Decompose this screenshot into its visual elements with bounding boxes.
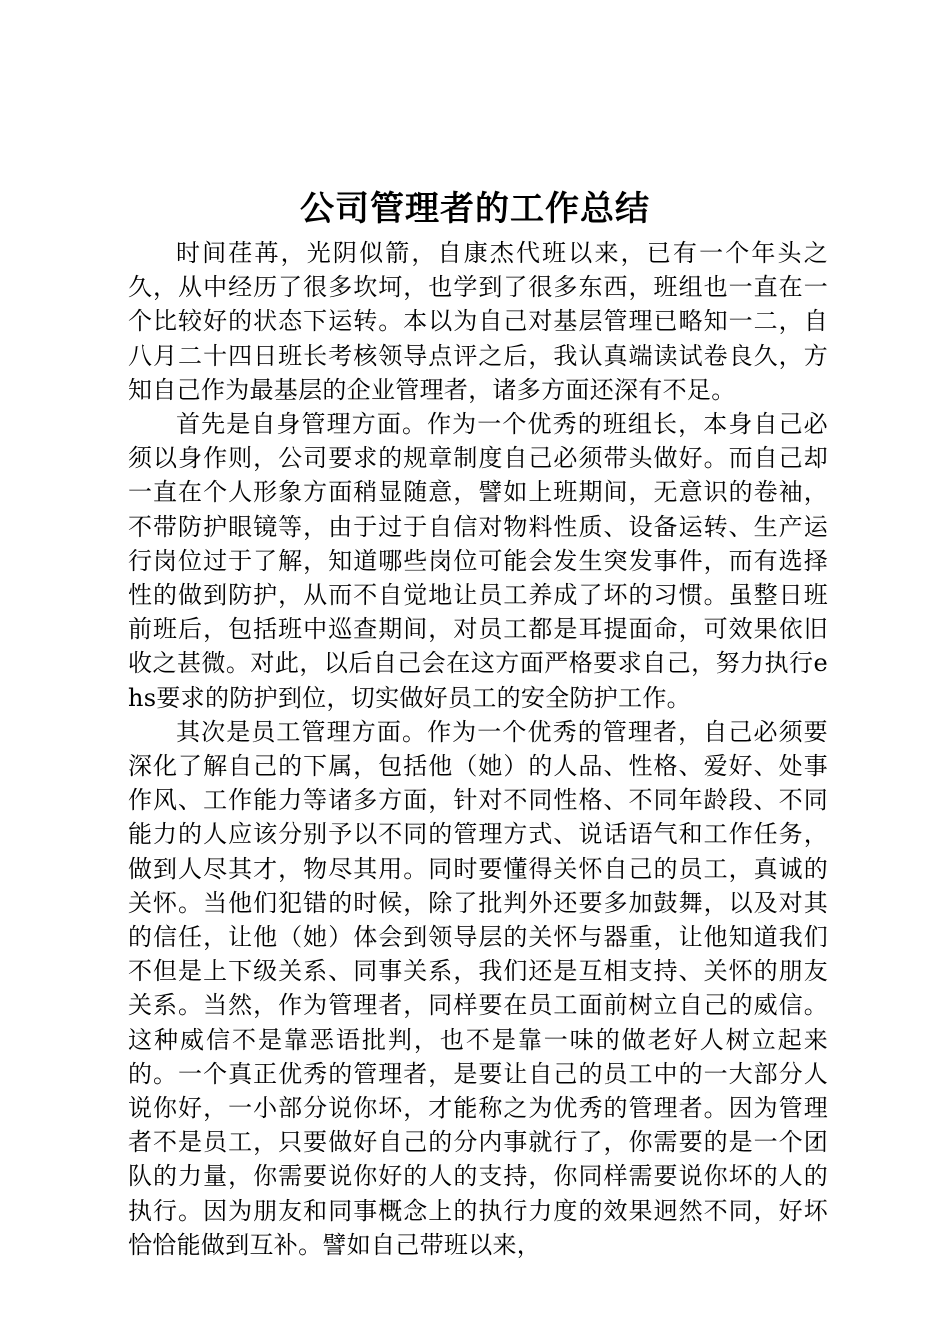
document-body (128, 236, 828, 1262)
paragraph-self-management: 首先是自身管理方面。作为一个优秀的班组长，本身自己必须以身作则，公司要求的规章制度自己必须带头做好。而自己却一直在个人形象方面稍显随意，譬如上班期间，无意识的卷袖，不带防护眼镜等，由于过于自信对物料性质、设备运转、生产运行岗位过于了解，知道哪些岗位可能会发生突发事件，而有选择性的做到防护，从而不自觉地让员工养成了坏的习惯。虽整日班前班后，包括班中巡查期间，对员工都是耳提面命，可效果依旧收之甚微。对此，以后自己会在这方面严格要求自己，努力执行ehs要求的防护到位，切实做好员工的安全防护工作。 (128, 410, 828, 712)
document-title: 公司管理者的工作总结 (300, 189, 650, 229)
paragraph-staff-management: 其次是员工管理方面。作为一个优秀的管理者，自己必须要深化了解自己的下属，包括他（她）的人品、性格、爱好、处事作风、工作能力等诸多方面，针对不同性格、不同年龄段、不同能力的人应该分别予以不同的管理方式、说话语气和工作任务，做到人尽其才，物尽其用。同时要懂得关怀自己的员工，真诚的关怀。当他们犯错的时候，除了批判外还要多加鼓舞，以及对其的信任，让他（她）体会到领导层的关怀与器重，让他知道我们不但是上下级关系、同事关系，我们还是互相支持、关怀的朋友关系。当然，作为管理者，同样要在员工面前树立自己的威信。这种威信不是靠恶语批判，也不是靠一味的做老好人树立起来的。一个真正优秀的管理者，是要让自己的员工中的一大部分人说你好，一小部分说你坏，才能称之为优秀的管理者。因为管理者不是员工，只要做好自己的分内事就行了，你需要的是一个团队的力量，你需要说你好的人的支持，你同样需要说你坏的人的执行。因为朋友和同事概念上的执行力度的效果迥然不同，好坏恰恰能做到互补。譬如自己带班以来， (128, 717, 828, 1259)
paragraph-intro: 时间荏苒，光阴似箭，自康杰代班以来，已有一个年头之久，从中经历了很多坎坷，也学到了很多东西，班组也一直在一个比较好的状态下运转。本以为自己对基层管理已略知一二，自八月二十四日班长考核领导点评之后，我认真端读试卷良久，方知自己作为最基层的企业管理者，诸多方面还深有不足。 (128, 239, 828, 404)
